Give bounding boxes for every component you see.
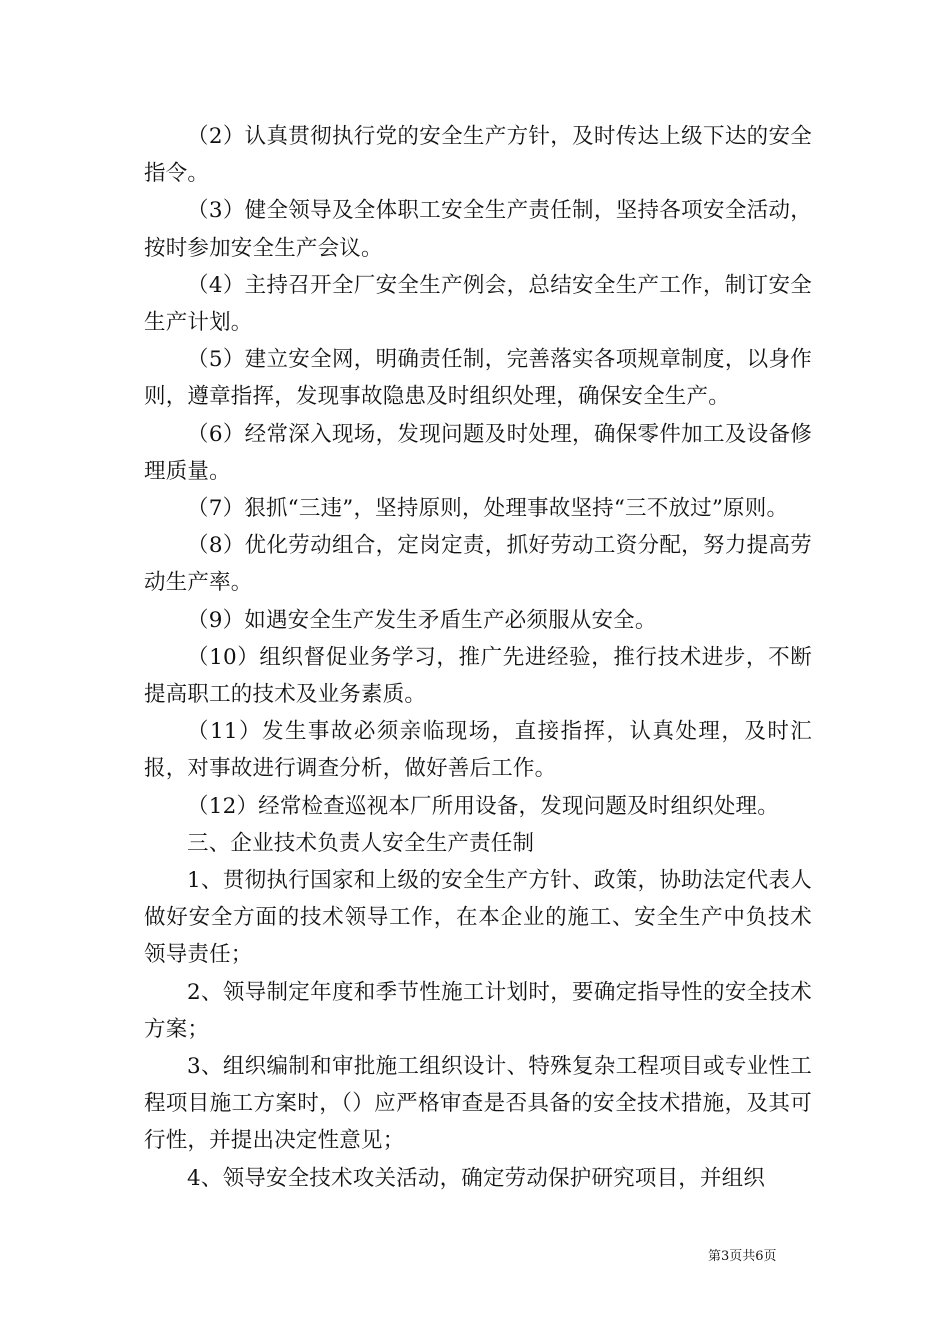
clause-4: 4、领导安全技术攻关活动，确定劳动保护研究项目，并组织 [187,1165,766,1191]
clause-3: 3、组织编制和审批施工组织设计、特殊复杂工程项目或专业性工程项目施工方案时，（）应严格审查是否具备的安全技术措施，及其可行性，并提出决定性意见； [144,1054,812,1154]
paragraph-item-7: （7）狠抓“三违”，坚持原则，处理事故坚持“三不放过”原则。 [187,496,789,522]
paragraph-item-11: （11）发生事故必须亲临现场，直接指挥，认真处理，及时汇报，对事故进行调查分析，做好善后工作。 [144,719,812,782]
clause-1: 1、贯彻执行国家和上级的安全生产方针、政策，协助法定代表人做好安全方面的技术领导工作，在本企业的施工、安全生产中负技术领导责任； [144,868,812,968]
paragraph-item-6: （6）经常深入现场，发现问题及时处理，确保零件加工及设备修理质量。 [144,421,812,484]
paragraph-item-2: （2）认真贯彻执行党的安全生产方针，及时传达上级下达的安全指令。 [144,124,812,187]
page-number-footer: 第3页共6页 [708,1249,777,1264]
paragraph-item-5: （5）建立安全网，明确责任制，完善落实各项规章制度，以身作则，遵章指挥，发现事故隐患及时组织处理，确保安全生产。 [144,347,812,410]
section-heading: 三、企业技术负责人安全生产责任制 [187,830,535,856]
paragraph-item-3: （3）健全领导及全体职工安全生产责任制，坚持各项安全活动，按时参加安全生产会议。 [144,198,812,261]
clause-2: 2、领导制定年度和季节性施工计划时，要确定指导性的安全技术方案； [144,979,812,1042]
paragraph-item-10: （10）组织督促业务学习，推广先进经验，推行技术进步，不断提高职工的技术及业务素质。 [144,644,812,708]
paragraph-item-8: （8）优化劳动组合，定岗定责，抓好劳动工资分配，努力提高劳动生产率。 [144,533,812,596]
document-body [144,118,812,1197]
paragraph-item-4: （4）主持召开全厂安全生产例会，总结安全生产工作，制订安全生产计划。 [144,272,812,336]
paragraph-item-9: （9）如遇安全生产发生矛盾生产必须服从安全。 [187,607,657,633]
paragraph-item-12: （12）经常检查巡视本厂所用设备，发现问题及时组织处理。 [187,793,779,819]
